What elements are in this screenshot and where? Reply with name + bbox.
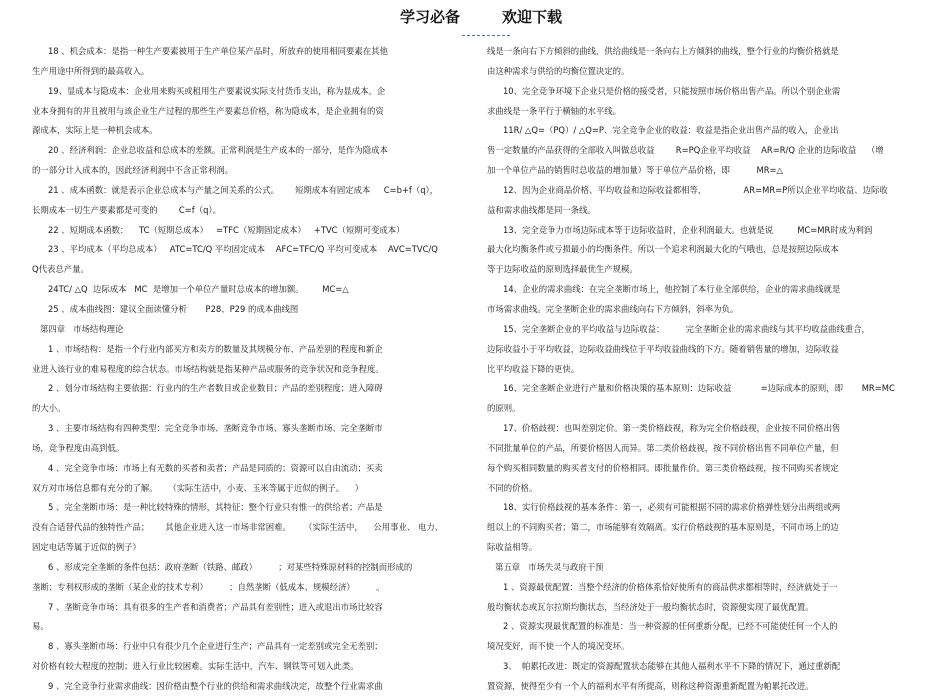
text-line: 场，竞争程度由高到低。: [32, 442, 125, 453]
text-line: 般均衡状态或瓦尔拉斯均衡状态，当经济处于一般均衡状态时，资源便实现了最优配置。: [487, 601, 814, 612]
text-line: 22 、短期成本函数： TC（短期总成本） =TFC（短期固定成本） +TVC（短期可变成本）: [32, 224, 405, 235]
text-line: 5 、完全垄断市场：是一种比较特殊的情形，其特征：整个行业只有惟一的供给者；产品是: [32, 502, 383, 513]
text-line: 双方对市场信息都有充分的了解。 （实际生活中，小麦、玉米等属于近似的例子。 ）: [32, 482, 364, 493]
text-line: 11R/ △Q=（PQ）/ △Q=P、完全竞争企业的收益：收益是指企业出售产品的收入，企业出: [487, 125, 839, 136]
left-column: [32, 42, 452, 697]
text-line: 6 、形成完全垄断的条件包括：政府垄断（铁路、邮政） ；对某些特殊原材料的控制而形成的: [32, 561, 413, 572]
header-divider: [462, 35, 510, 36]
text-line: 3 、主要市场结构有四种类型：完全竞争市场、垄断竞争市场、寡头垄断市场、完全垄断市: [32, 423, 383, 434]
text-line: 24TC/ △Q 边际成本 MC 是增加一个单位产量时总成本的增加额。 MC=△: [32, 284, 349, 295]
text-line: 组以上的不同购买者；第二，市场能够有效隔离。实行价格歧视的基本原则是，不同市场上的边: [487, 522, 839, 533]
text-line: 源成本，实际上是一种机会成本。: [32, 125, 158, 136]
text-line: 每个购买相同数量的购买者支付的价格相同。即批量作价。第三类价格歧视，按不同购买者规定: [487, 462, 839, 473]
text-line: 15、完全垄断企业的平均收益与边际收益： 完全垄断企业的需求曲线与其平均收益曲线重合，: [487, 323, 870, 334]
text-line: 售一定数量的产品获得的全部收入叫做总收益 R=PQ企业平均收益 AR=R/Q 企业的边际收益 （增: [487, 145, 884, 156]
text-line: 比平均收益下降的更快。: [487, 363, 580, 374]
text-line: 18 、机会成本：是指一种生产要素被用于生产单位某产品时，所放弃的使用相同要素在其他: [32, 46, 388, 56]
header-right-text: 欢迎下载: [502, 8, 563, 26]
text-line: 境况变好，而不使一个人的境况变坏。: [487, 641, 630, 652]
text-line: 13、完全竞争力市场边际成本等于边际收益时，企业利润最大。也就是说 MC=MR时成为利润: [487, 224, 873, 235]
text-line: 1 、市场结构：是指一个行业内部买方和卖方的数量及其规模分布、产品差别的程度和新企: [32, 343, 383, 354]
text-line: 对价格有较大程度的控制；进入行业比较困难。实际生活中，汽车、钢铁等可划入此类。: [32, 661, 359, 672]
text-line: 23 、平均成本（平均总成本） ATC=TC/Q 平均固定成本 AFC=TFC/Q 平均可变成本 AVC=TVC/Q: [32, 244, 438, 255]
text-line: 不同批量单位的产品，所要价格因人而异。第二类价格歧视，按不同价格出售不同单位产量，但: [487, 442, 839, 453]
text-line: 没有合适替代品的独特性产品； 其他企业进入这一市场非常困难。 （实际生活中， 公用事业、 电力、: [32, 522, 444, 533]
text-line: 业本身拥有的并且被用与该企业生产过程的那些生产要素总价格，称为隐成本，是企业拥有的资: [32, 105, 384, 116]
text-line: 18、实行价格歧视的基本条件：第一，必须有可能根据不同的需求价格弹性划分出两组或两: [487, 502, 841, 513]
right-column: [487, 42, 927, 697]
text-line: 7 、垄断竞争市场：具有很多的生产者和消费者；产品具有差别性；进入或退出市场比较容: [32, 601, 383, 612]
text-line: 19、显成本与隐成本：企业用来购买或租用生产要素说实际支付货币支出，称为显成本。企: [32, 85, 386, 96]
text-line: 固定电话等属于近似的例子）: [32, 542, 141, 553]
text-line: 的一部分计入成本的，因此经济利润中不含正常利润。: [32, 165, 233, 176]
text-line: 求曲线是一条平行于横轴的水平线。: [487, 105, 621, 116]
text-line: 由这种需求与供给的均衡位置决定的。: [487, 65, 630, 76]
page-header: [0, 2, 950, 32]
text-line: 益和需求曲线都是同一条线。: [487, 204, 596, 215]
text-line: 8 、寡头垄断市场：行业中只有很少几个企业进行生产；产品具有一定差别或完全无差别；: [32, 641, 383, 652]
text-line: 市场需求曲线。完全垄断企业的需求曲线向右下方倾斜，斜率为负。: [487, 303, 739, 314]
text-line: 垄断；专利权形成的垄断（某企业的技术专利） ；自然垄断（低成本、规模经济） 。: [32, 581, 385, 592]
text-line: 第五章 市场失灵与政府干预: [487, 561, 604, 572]
text-line: 20 、经济利润：企业总收益和总成本的差额。正常利润是生产成本的一部分，是作为隐成本: [32, 145, 388, 156]
text-line: 3、 帕累托改进：既定的资源配置状态能够在其他人福利水平不下降的情况下，通过重新配: [487, 661, 841, 672]
text-line: 的大小。: [32, 403, 66, 414]
header-left-text: 学习必备: [400, 8, 461, 26]
text-line: 加一个单位产品的销售时总收益的增加量）等于单位产品价格，即 MR=△: [487, 165, 783, 176]
text-line: 12、因为企业商品价格、平均收益和边际收益都相等， AR=MR=P所以企业平均收益、边际收: [487, 184, 888, 195]
text-line: 置资源，使得至少有一个人的福利水平有所提高，则称这种资源重新配置为帕累托改进。: [487, 681, 814, 691]
text-line: 易。: [32, 621, 49, 632]
text-line: 线是一条向右下方倾斜的曲线，供给曲线是一条向右上方倾斜的曲线，整个行业的均衡价格就是: [487, 46, 839, 56]
text-line: 长期成本一切生产要素都是可变的 C=f（q）。: [32, 204, 221, 215]
text-line: 等于边际收益的原则选择最优生产规模。: [487, 264, 638, 275]
text-line: 2 、划分市场结构主要依据：行业内的生产者数目或企业数目；产品的差别程度；进入障碍: [32, 383, 383, 394]
text-line: 业进入该行业的难易程度的综合状态。市场结构就是指某种产品或服务的竞争状况和竞争程度。: [32, 363, 384, 374]
text-line: Q代表总产量。: [32, 264, 89, 275]
text-line: 边际收益小于平均收益，边际收益曲线位于平均收益曲线的下方。随着销售量的增加，边际收益: [487, 343, 839, 354]
text-line: 25 、成本曲线图：建议全面读懂分析 P28、P29 的成本曲线图: [32, 303, 299, 314]
text-line: 2 、资源实现最优配置的标准是：当一种资源的任何重新分配，已经不可能使任何一个人的: [487, 621, 838, 632]
text-line: 10、完全竞争环境下企业只是价格的接受者，只能按照市场价格出售产品。所以个别企业需: [487, 85, 841, 96]
text-line: 际收益相等。: [487, 542, 538, 553]
text-line: 17、价格歧视：也叫差别定价。第一类价格歧视，称为完全价格歧视，企业按不同价格出售: [487, 423, 841, 434]
text-line: 的原则。: [487, 403, 521, 414]
text-line: 9 、完全竞争行业需求曲线：因价格由整个行业的供给和需求曲线决定，故整个行业需求曲: [32, 681, 383, 691]
text-line: 最大化均衡条件或亏损最小的均衡条件。所以一个追求利润最大化的气哦也，总是按照边际成本: [487, 244, 839, 255]
text-line: 4 、完全竞争市场：市场上有无数的买者和卖者；产品是同质的；资源可以自由流动；买卖: [32, 462, 383, 473]
text-line: 不同的价格。: [487, 482, 538, 493]
text-line: 第四章 市场结构理论: [32, 323, 124, 334]
text-line: 21 、成本函数：就是表示企业总成本与产量之间关系的公式。 短期成本有固定成本 C=b+f（q），: [32, 184, 439, 195]
text-line: 生产用途中所得到的最高收入。: [32, 65, 150, 76]
text-line: 14、企业的需求曲线：在完全垄断市场上，他控制了本行业全部供给，企业的需求曲线就是: [487, 284, 841, 295]
text-line: 1 、资源最优配置：当整个经济的价格体系恰好使所有的商品供求都相等时，经济就处于一: [487, 581, 838, 592]
text-line: 16、完全垄断企业进行产量和价格决策的基本原则：边际收益 =边际成本的原则，即 MR=MC: [487, 383, 895, 394]
